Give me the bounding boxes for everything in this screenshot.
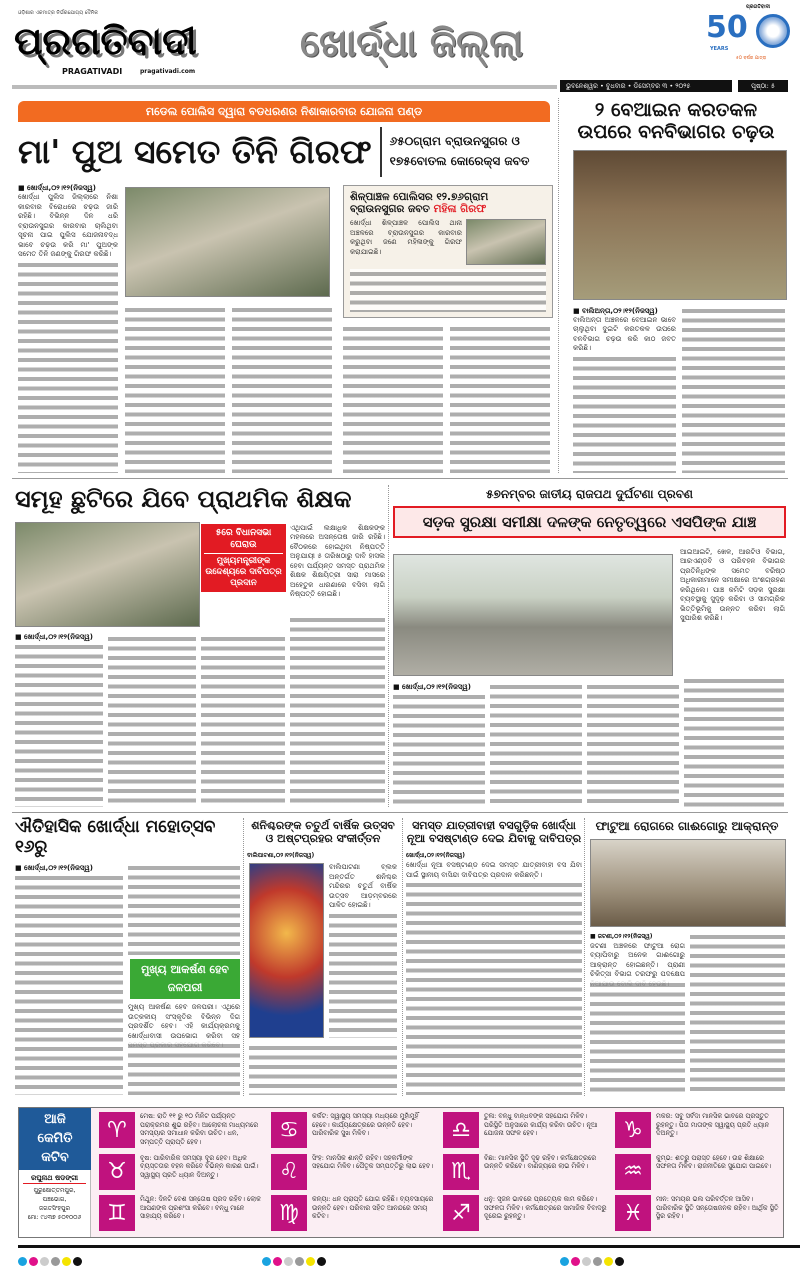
horoscope-sign	[271, 1154, 435, 1193]
lead-body-column	[232, 305, 332, 473]
color-registration-marks	[18, 1251, 84, 1270]
horoscope-text: ସିଂହ: ମାନସିକ ଶାନ୍ତି ରହିବ। ସହକର୍ମୀଙ୍କ ସହଯୋଗ ମିଳିବ। ପୈତୃକ ସମ୍ପତ୍ତିରୁ ଲାଭ ହେବ।	[312, 1153, 434, 1171]
lead-body-area	[18, 183, 553, 473]
shani-body-area	[247, 861, 399, 1095]
teachers-body-column	[108, 634, 196, 807]
color-registration-marks	[560, 1251, 626, 1270]
horoscope-panel	[18, 1107, 784, 1238]
horoscope-sign	[99, 1195, 263, 1234]
horoscope-sign	[443, 1154, 607, 1193]
shani-photo-deity[interactable]	[249, 863, 324, 1038]
bus-body-column	[406, 880, 582, 1095]
shani-body: ବାଲିପାଟଣା ବ୍ଲକ ଅନ୍ତର୍ଗତ ଶନିଶ୍ଚର ମନ୍ଦିରର ଚତୁର୍ଥ ବାର୍ଷିକ ଉତ୍ସବ ଆଡ଼ମ୍ବରରେ ପାଳିତ ହୋଇଛି।	[329, 863, 397, 910]
horoscope-text: ବିଛା: ମାନସିକ ସ୍ଥିତି ଦୃଢ଼ ରହିବ। କର୍ମକ୍ଷେତ୍ରରେ ଉନ୍ନତି କରିବେ। ବାଣିଜ୍ୟରେ ଲାଭ ମିଳିବ।	[484, 1153, 597, 1171]
horoscope-sign	[271, 1195, 435, 1234]
festival-dateline: ■ ଖୋର୍ଦ୍ଧା,୦୨।୧୨(ନିଜସ୍ୱ)	[15, 864, 93, 873]
horoscope-text: ଧନୁ: ସୃଜନ ଭାବରେ ପ୍ରତ୍ୟେକ କାମ କରିବେ। ସଫଳତା ମିଳିବ। କର୍ମକ୍ଷେତ୍ରରେ ସାମାଜିକ ବିବାଦରୁ ଦୂରେଇ ରୁହନ୍ତୁ।	[484, 1195, 607, 1221]
cattle-photo[interactable]	[590, 839, 786, 927]
highway-body-column	[587, 682, 679, 807]
zodiac-icon: ♈	[99, 1112, 135, 1148]
cattle-body-area	[588, 932, 786, 1095]
festival-body-column	[15, 873, 123, 1095]
color-registration-marks	[262, 1251, 328, 1270]
logo-english: PRAGATIVADI	[62, 67, 123, 76]
bus-headline[interactable]: ସମସ୍ତ ଯାତ୍ରୀବାହୀ ବସଗୁଡ଼ିକ ଖୋର୍ଦ୍ଧା ନୂଆ ବସଷ୍ଟାଣ୍ଡ ଦେଇ ଯିବାକୁ ଦାବିପତ୍ର	[406, 819, 582, 845]
horoscope-sign	[99, 1154, 263, 1193]
teachers-photo[interactable]	[15, 522, 200, 627]
highway-story	[393, 488, 786, 807]
highway-body-column	[393, 692, 485, 807]
forest-body-area	[565, 306, 787, 473]
teachers-body-column	[15, 642, 103, 807]
zodiac-icon: ♋	[271, 1112, 307, 1148]
section-title: ଖୋର୍ଦ୍ଧା ଜିଲ୍ଲା	[300, 21, 523, 65]
anniversary-logo: ପ୍ରଗତିବାଦୀ 50 YEARS ୫୦ ବର୍ଷର ଯାତ୍ରା	[706, 4, 796, 76]
horoscope-text: ମିଥୁନ: ଦିନଟି ବେଶ ସନ୍ତୋଷ ପ୍ରଦ ରହିବ। ଲୋକ ଆପଣଙ୍କ ପ୍ରଶଂସା କରିବେ। ବନ୍ଧୁ ମାନେ ସାହାଯ୍ୟ କରିବେ।	[140, 1195, 261, 1221]
lead-body-column	[450, 324, 550, 473]
inset-story-box	[343, 185, 553, 318]
horoscope-sign	[99, 1112, 263, 1151]
cattle-body-column	[690, 932, 785, 1095]
emblem-icon	[756, 14, 790, 48]
teachers-story	[15, 486, 385, 807]
inset-headline: ଶିଳ୍ପାଞ୍ଚଳ ପୋଲିସର ୧୨.୭୬ଗ୍ରାମ ବ୍ରାଉନସୁଗର ଜବତ ମହିଳା ଗିରଫ	[350, 191, 489, 216]
shani-body-column	[329, 911, 397, 1039]
section-rule	[12, 812, 788, 813]
forest-dateline: ■ ବାଲିଅନ୍ତା,୦୨।୧୨(ନିଜସ୍ୱ)	[573, 306, 658, 315]
inset-body: ଖୋର୍ଦ୍ଧା ଶିଳ୍ପାଞ୍ଚଳ ପୋଲିସ ଥାନା ଅଞ୍ଚଳରେ ବ୍ରାଉନସୁଗର କାରବାର କରୁଥିବା ଜଣେ ମହିଳାଙ୍କୁ ଗିରଫ କରାଯାଇଛି।	[350, 219, 462, 256]
lead-body-column	[18, 260, 118, 474]
lead-subhead-1: ୬୫୦ଗ୍ରାମ ବ୍ରାଉନସୁଗର ଓ	[389, 134, 520, 149]
cattle-headline[interactable]: ଫାଟୁଆ ରୋଗରେ ଗାଈଗୋରୁ ଆକ୍ରାନ୍ତ	[595, 819, 779, 833]
zodiac-icon: ♎	[443, 1112, 479, 1148]
forest-headline[interactable]: ୨ ବେଆଇନ କରତକଳ ଉପରେ ବନବିଭାଗର ଚଢ଼ଉ	[577, 99, 775, 143]
teachers-body-column	[201, 634, 285, 807]
column-divider	[402, 818, 403, 1096]
lead-kicker-banner: ମଡେଲ ପୋଲିସ ଦ୍ୱାରା ବଡଧରଣର ନିଶାକାରବାର ଯୋଜନା ପଣ୍ଡ	[18, 101, 550, 122]
horoscope-text: ମେଷ: ରାତି ୧୧ ରୁ ୧୦ ମିନିଟ ପର୍ଯ୍ୟନ୍ତ ପରାକ୍ରମର ଶୁଭ ରହିବ। ଆଲୋଚନା ମାଧ୍ୟମରେ ସମସ୍ୟାର ସମାଧାନ କରିବା ଉଚିତ। ଧନ, ସମ୍ପତ୍ତି ପ୍ରାପ୍ତି ହେବ।	[140, 1112, 259, 1146]
shani-body-column	[249, 1043, 397, 1095]
cattle-body-column	[590, 980, 685, 1095]
horoscope-sign	[615, 1195, 779, 1234]
zodiac-icon: ♊	[99, 1195, 135, 1231]
zodiac-icon: ♒	[615, 1154, 651, 1190]
lead-headline-row	[18, 127, 553, 177]
highway-photo-inspection[interactable]	[393, 554, 673, 676]
newspaper-logo[interactable]: ପ୍ରଗତିବାଦୀ	[14, 19, 197, 63]
footer-rule	[18, 1245, 800, 1248]
horoscope-text: ତୁଳା: ବନ୍ଧୁ ବାନ୍ଧବଙ୍କ ସହଯୋଗ ମିଳିବ। ପରିସ୍ଥିତି ଅନୁସାରେ କାର୍ଯ୍ୟ କରିବା ଉଚିତ। ନୂଆ ଯୋଜନା ସଫଳ ହେବ।	[484, 1112, 598, 1137]
column-divider	[243, 818, 244, 1096]
festival-subhead-box: ମୁଖ୍ୟ ଆକର୍ଷଣ ହେବ ଜଳପରୀ	[130, 959, 240, 999]
zodiac-icon: ♉	[99, 1154, 135, 1190]
horoscope-text: କୁମ୍ଭ: ଶତ୍ରୁ ପରାସ୍ତ ହେବେ। ଉଚ୍ଚ ଶିକ୍ଷାରେ ସଫଳତା ମିଳିବ। ରାଜନୀତିରେ ସୁଯୋଗ ପାଇବେ।	[656, 1153, 772, 1171]
zodiac-icon: ♓	[615, 1195, 651, 1231]
horoscope-sign	[615, 1154, 779, 1193]
horoscope-text: ମୀନ: ସମୟର ଭଲ ପରିବର୍ତ୍ତନ ଆସିବ। ପାରିବାରିକ ସ୍ଥିତି ସନ୍ତୋଷଜନକ ରହିବ। ଆର୍ଥିକ ସ୍ଥିତି ସ୍ଥିର ରହିବ।	[656, 1195, 779, 1221]
section-rule	[12, 478, 788, 479]
zodiac-icon: ♑	[615, 1112, 651, 1148]
highway-body-area	[393, 548, 786, 807]
column-divider	[558, 98, 559, 473]
column-divider	[388, 485, 389, 807]
teachers-body-column	[290, 615, 385, 807]
headline-divider	[380, 127, 382, 177]
teachers-body-area	[15, 522, 385, 807]
horoscope-text: କର୍କଟ: ସ୍ୱାସ୍ଥ୍ୟ ସମସ୍ୟା ମଧ୍ୟରେ ମୁହାଁମୁହିଁ ହେବେ। କାର୍ଯ୍ୟକ୍ଷେତ୍ରରେ ଉନ୍ନତି ହେବ। ପାରିବାରିକ ସୁଖ ମିଳିବ।	[312, 1112, 419, 1137]
horoscope-sign	[615, 1112, 779, 1151]
horoscope-text: ମକର: ସବୁ ସର୍ବଦା ମାନସିକ ଭାବରେ ପ୍ରସ୍ତୁତ ରୁହନ୍ତୁ। ପିତା ମାତାଙ୍କ ସ୍ୱାସ୍ଥ୍ୟ ପ୍ରତି ଧ୍ୟାନ ଦିଅନ୍ତୁ।	[656, 1112, 770, 1137]
zodiac-icon: ♍	[271, 1195, 307, 1231]
lead-dateline: ■ ଖୋର୍ଦ୍ଧା,୦୨।୧୨(ନିଜସ୍ୱ)	[18, 184, 96, 192]
teachers-highlight-box: ୫ରେ ବିଧାନସଭା ଘେରାଉ ମୁଖ୍ୟମନ୍ତ୍ରୀଙ୍କ ଉଦ୍ଦେଶ୍ୟରେ ଦାବିପତ୍ର ପ୍ରଦାନ	[201, 524, 286, 592]
forest-body-column	[682, 306, 785, 473]
teachers-headline[interactable]: ସମୂହ ଛୁଟିରେ ଯିବେ ପ୍ରାଥମିକ ଶିକ୍ଷକ	[15, 485, 352, 513]
forest-story	[565, 100, 787, 473]
lead-body: ଖୋର୍ଦ୍ଧା ପୁଲିସ ଜିଲ୍ଲାରେ ନିଶା କାରବାର ବିରୋଧରେ ଚଢ଼ଉ ଜାରି ରହିଛି। ବିଭିନ୍ନ ଦିନ ଧରି ବ୍ରାଉନସୁଗର କାରବାର ଚାଲିଥିବା ସୂଚନା ପାଇ ପୁଲିସ ଯୋଜନାବଦ୍ଧ ଭାବେ ଚଢ଼ଉ କରି ମା' ପୁଅଙ୍କ ସମେତ ତିନି ଜଣଙ୍କୁ ଗିରଫ କରିଛି।	[18, 193, 118, 258]
festival-body: ମୁଖ୍ୟ ଆକର୍ଷଣ ହେବ ଜଳପରୀ। ଏଥିରେ ଉତ୍କଳୀୟ ସଂସ୍କୃତିର ବିଭିନ୍ନ ଦିଗ ପ୍ରଦର୍ଶିତ ହେବ। ଏହି କାର୍ଯ୍ୟକ୍ରମକୁ ଖୋର୍ଦ୍ଧାବାସୀ ଉପଭୋଗ କରିବା ସହ	[128, 1003, 240, 1040]
horoscope-sign	[443, 1112, 607, 1151]
teachers-body: ଏଥିପାଇଁ ଲକ୍ଷାଧିକ ଶିକ୍ଷକଙ୍କ ମହଲରେ ଅସନ୍ତୋଷ ଜାରି ରହିଛି। ବୈଠକରେ ହୋଇଥିବା ନିଷ୍ପତ୍ତି ଅନୁଯାୟୀ ୫ ତାରିଖଠାରୁ ଦାବି ହାସଲ ହେବା ପର୍ଯ୍ୟନ୍ତ ସମସ୍ତ ପ୍ରାଥମିକ ଶିକ୍ଷକ ଶିକ୍ଷୟିତ୍ରୀ ସାରା ମାସରେ ଅହେତୁକ ଧାରଣାରେ ବସିବା ଲାଗି ନିଷ୍ପତ୍ତି ହୋଇଛି।	[290, 523, 385, 599]
inset-photo[interactable]	[466, 219, 546, 265]
shani-headline[interactable]: ଶନିଶ୍ଚରଙ୍କ ଚତୁର୍ଥ ବାର୍ଷିକ ଉତ୍ସବ ଓ ଅଷ୍ଟପ୍ରହର ସଂକୀର୍ତ୍ତନ	[251, 819, 395, 845]
lead-story	[18, 101, 553, 473]
page-number: ପୃଷ୍ଠା: ୫	[738, 80, 788, 92]
festival-headline[interactable]: ଐତିହାସିକ ଖୋର୍ଦ୍ଧା ମହୋତ୍ସବ ୧୬ରୁ	[15, 817, 216, 857]
site-url[interactable]: pragativadi.com	[140, 68, 196, 75]
lead-subhead-2: ୧୭୫ବୋତଲ କୋରେକ୍ସ ଜବତ	[389, 154, 530, 168]
inset-body-lines	[350, 269, 546, 312]
bus-body: ଖୋର୍ଦ୍ଧା ନୂଆ ବସଷ୍ଟାଣ୍ଡ ଦେଇ ସମସ୍ତ ଯାତ୍ରୀବାହୀ ବସ ଯିବା ପାଇଁ ସ୍ଥାନୀୟ ବାସିନ୍ଦା ଦାବିପତ୍ର ପ୍ରଦାନ କରିଛନ୍ତି।	[406, 861, 582, 879]
highway-body-column	[684, 676, 784, 807]
zodiac-icon: ♐	[443, 1195, 479, 1231]
horoscope-sign	[271, 1112, 435, 1151]
highway-body-column	[490, 682, 582, 807]
horoscope-text: ବୃଷ: ପାରିବାରିକ ସମସ୍ୟା ଦୂର ହେବ। ଅଧିକ ବ୍ୟସ୍ତତାର ବହନ କରିବେ ବିଭିନ୍ନ କାରଣ ପାଇଁ। ସ୍ୱାସ୍ଥ୍ୟ ପ୍ରତି ଧ୍ୟାନ ଦିଅନ୍ତୁ।	[140, 1153, 259, 1179]
horoscope-author-box: ରଘୁନାଥ ଷଡଙ୍ଗୀ ପୁରୁଷୋତ୍ତମପୁର, ପଞ୍ଚଭୋଗ, ଜଗତସିଂହପୁର ମୋ: ୯୪୩୭ ୫୦୧୦୦୬	[19, 1170, 91, 1237]
festival-body-column	[128, 863, 240, 955]
masthead-tagline: ଓଡ଼ିଶାର ଏକମାତ୍ର ନିର୍ଭରଯୋଗ୍ୟ ଦୈନିକ	[18, 10, 98, 16]
cattle-story	[588, 820, 786, 1095]
horoscope-text: କନ୍ୟା: ଧନ ପ୍ରାପ୍ତି ଯୋଗ ରହିଛି। ବ୍ୟବସାୟରେ ଉନ୍ନତି ହେବ। ପରିବାର ସହିତ ଆନନ୍ଦରେ ସମୟ କଟିବ।	[312, 1195, 434, 1221]
highway-kicker: ୫୭ନମ୍ବର ଜାତୀୟ ରାଜପଥ ଦୁର୍ଘଟଣା ପ୍ରବଣ	[486, 487, 693, 501]
festival-body-area	[15, 863, 241, 1095]
zodiac-icon: ♏	[443, 1154, 479, 1190]
highway-dateline: ■ ଖୋର୍ଦ୍ଧା,୦୨।୧୨(ନିଜସ୍ୱ)	[393, 682, 471, 691]
festival-story	[15, 818, 241, 1095]
lead-body-column	[343, 324, 443, 473]
shani-dateline: ବାଲିପାଟଣା,୦୨।୧୨(ନିଜସ୍ୱ)	[247, 852, 315, 860]
horoscope-sign	[443, 1195, 607, 1234]
forest-body-column	[573, 354, 676, 473]
bus-dateline: ଖୋର୍ଦ୍ଧା,୦୨।୧୨(ନିଜସ୍ୱ)	[406, 852, 466, 860]
festival-body-column	[128, 1041, 240, 1095]
horoscope-signs-grid	[99, 1112, 779, 1234]
cattle-dateline: ■ ଜଟଣୀ,୦୨।୧୨(ନିଜସ୍ୱ)	[590, 932, 653, 940]
masthead-rule	[12, 85, 557, 89]
bus-story	[406, 820, 582, 1095]
forest-photo-sawmill[interactable]	[573, 150, 787, 300]
lead-body-column	[125, 305, 225, 473]
highway-headline[interactable]: ସଡ଼କ ସୁରକ୍ଷା ସମୀକ୍ଷା ଦଳଙ୍କ ନେତୃତ୍ୱରେ ଏସପିଙ୍କ ଯାଞ୍ଚ	[393, 506, 786, 538]
teachers-dateline: ■ ଖୋର୍ଦ୍ଧା,୦୨।୧୨(ନିଜସ୍ୱ)	[15, 632, 93, 641]
cattle-body: ଜଟଣୀ ଅଞ୍ଚଳରେ ଫାଟୁଆ ରୋଗ ବ୍ୟାପିବାରୁ ଅନେକ ଗାଈଗୋରୁ ଆକ୍ରାନ୍ତ ହୋଇଛନ୍ତି। ପ୍ରାଣୀ ଚିକିତ୍ସା ବିଭାଗ ତରଫରୁ ପଦକ୍ଷେପ	[590, 941, 685, 979]
dateline-bar: ଭୁବନେଶ୍ୱର • ବୁଧବାର • ଡିସେମ୍ବର ୩ • ୨୦୨୫	[560, 80, 732, 92]
horoscope-title: ଆଜି କେମିତି କଟିବ	[19, 1108, 91, 1170]
highway-side-body: ଆଇଆଇଟି, ଖେଳ, ଆରଟିଓ ବିଭାଗ, ଆରଏଣ୍ଡବି ଓ ପରିବହନ ବିଭାଗର ପ୍ରତିନିଧିଙ୍କ ସମେତ ବରିଷ୍ଠ ଅଧିକାରୀମାନେ ସମୀକ୍ଷାରେ ଅଂଶଗ୍ରହଣ କରିଥିଲେ। ପାଞ୍ଚ କମିଟି ସଡ଼କ ସୁରକ୍ଷା ବ୍ୟବସ୍ଥାକୁ ସୁଦୃଢ଼ କରିବା ଓ ସାମଗ୍ରିକ ଭିତ୍ତିଭୂମିକୁ ଉନ୍ନତ କରିବା ଲାଗି ସୁପାରିଶ କରିଛି।	[680, 547, 785, 623]
zodiac-icon: ♌	[271, 1154, 307, 1190]
lead-headline[interactable]: ମା' ପୁଅ ସମେତ ତିନି ଗିରଫ	[18, 132, 372, 172]
column-divider	[584, 818, 585, 1096]
shani-story	[247, 820, 399, 1095]
forest-body: ବାଲିଅନ୍ତା ଅଞ୍ଚଳରେ ବେଆଇନ ଭାବେ ଚାଲୁଥିବା ଦୁଇଟି କରତକଳ ଉପରେ ବନବିଭାଗ ଚଢ଼ଉ କରି କାଠ ଜବତ କରିଛି।	[573, 315, 676, 353]
lead-photo-police[interactable]	[125, 187, 330, 297]
